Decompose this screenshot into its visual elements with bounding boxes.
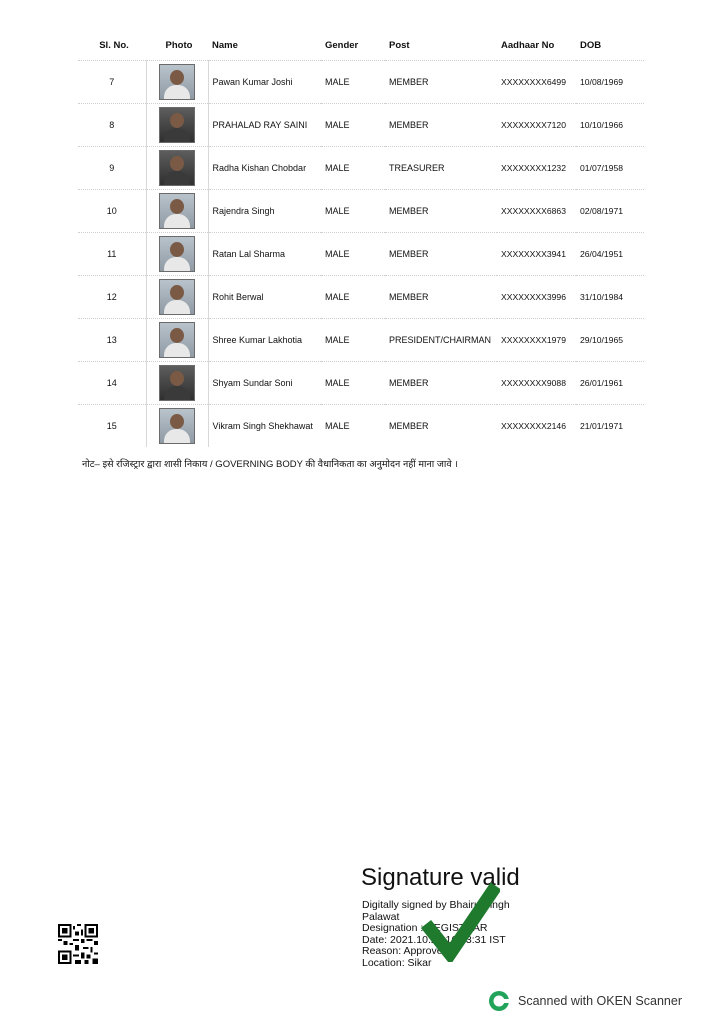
person-photo-icon (159, 236, 195, 272)
person-photo-icon (159, 408, 195, 444)
name-cell: Shree Kumar Lakhotia (208, 319, 321, 362)
table-row (78, 147, 644, 190)
signature-line: Designation : REGISTRAR (362, 922, 488, 934)
aadhaar-cell: XXXXXXXX7120 (497, 104, 576, 147)
signature-line: Palawat (362, 910, 400, 923)
post-cell: MEMBER (385, 104, 497, 147)
table-row (78, 276, 644, 319)
aadhaar-cell: XXXXXXXX1979 (497, 319, 576, 362)
sl-no-cell: 15 (78, 405, 146, 448)
governing-body-note: नोट– इसे रजिस्ट्रार द्वारा शासी निकाय / GOVERNING BODY की वैधानिकता का अनुमोदन नहीं माना जावे । (82, 459, 458, 470)
aadhaar-cell: XXXXXXXX3941 (497, 233, 576, 276)
photo-cell (146, 147, 208, 190)
table-row (78, 190, 644, 233)
person-photo-icon (159, 365, 195, 401)
photo-cell (146, 233, 208, 276)
photo-cell (146, 190, 208, 233)
photo-cell (146, 362, 208, 405)
dob-cell: 10/10/1966 (576, 104, 644, 147)
signature-line: Date: 2021.10.26 16:23:31 IST (362, 933, 506, 946)
table-row (78, 362, 644, 405)
person-photo-icon (159, 107, 195, 143)
table-row (78, 233, 644, 276)
name-cell: Rajendra Singh (208, 190, 321, 233)
table-row (78, 104, 644, 147)
table-header-row (78, 34, 644, 61)
sl-no-cell: 7 (78, 61, 146, 104)
post-cell: MEMBER (385, 190, 497, 233)
sl-no-cell: 8 (78, 104, 146, 147)
gender-cell: MALE (321, 147, 385, 190)
post-cell: MEMBER (385, 61, 497, 104)
aadhaar-cell: XXXXXXXX3996 (497, 276, 576, 319)
sl-no-cell: 13 (78, 319, 146, 362)
sl-no-cell: 10 (78, 190, 146, 233)
gender-cell: MALE (321, 276, 385, 319)
post-cell: MEMBER (385, 362, 497, 405)
aadhaar-cell: XXXXXXXX6499 (497, 61, 576, 104)
oken-scanner-logo-icon (488, 990, 510, 1012)
post-cell: PRESIDENT/CHAIRMAN (385, 319, 497, 362)
name-cell: Ratan Lal Sharma (208, 233, 321, 276)
photo-cell (146, 61, 208, 104)
header-gender: Gender (325, 39, 359, 51)
photo-cell (146, 276, 208, 319)
aadhaar-cell: XXXXXXXX9088 (497, 362, 576, 405)
aadhaar-cell: XXXXXXXX2146 (497, 405, 576, 448)
gender-cell: MALE (321, 405, 385, 448)
name-cell: PRAHALAD RAY SAINI (208, 104, 321, 147)
dob-cell: 26/04/1951 (576, 233, 644, 276)
post-cell: MEMBER (385, 405, 497, 448)
scanner-watermark (488, 990, 682, 1012)
members-table-container (78, 34, 644, 447)
scanner-text: Scanned with OKEN Scanner (518, 994, 682, 1008)
name-cell: Vikram Singh Shekhawat (208, 405, 321, 448)
name-cell: Radha Kishan Chobdar (208, 147, 321, 190)
photo-cell (146, 405, 208, 448)
name-cell: Rohit Berwal (208, 276, 321, 319)
checkmark-icon (420, 880, 500, 962)
table-row (78, 319, 644, 362)
header-photo: Photo (165, 39, 193, 51)
signature-line: Digitally signed by Bhairu Singh (362, 899, 510, 911)
post-cell: MEMBER (385, 276, 497, 319)
dob-cell: 26/01/1961 (576, 362, 644, 405)
gender-cell: MALE (321, 190, 385, 233)
person-photo-icon (159, 279, 195, 315)
header-post: Post (389, 39, 410, 51)
signature-line: Reason: Approved (362, 945, 449, 957)
photo-cell (146, 104, 208, 147)
gender-cell: MALE (321, 104, 385, 147)
gender-cell: MALE (321, 319, 385, 362)
members-table (78, 34, 644, 447)
sl-no-cell: 9 (78, 147, 146, 190)
aadhaar-cell: XXXXXXXX6863 (497, 190, 576, 233)
sl-no-cell: 11 (78, 233, 146, 276)
table-row (78, 405, 644, 448)
dob-cell: 31/10/1984 (576, 276, 644, 319)
gender-cell: MALE (321, 233, 385, 276)
table-row (78, 61, 644, 104)
aadhaar-cell: XXXXXXXX1232 (497, 147, 576, 190)
person-photo-icon (159, 322, 195, 358)
header-sl-no: Sl. No. (99, 39, 129, 51)
qr-code-icon (58, 924, 98, 964)
photo-cell (146, 319, 208, 362)
post-cell: TREASURER (385, 147, 497, 190)
person-photo-icon (159, 64, 195, 100)
header-dob: DOB (580, 39, 602, 51)
header-aadhaar: Aadhaar No (501, 39, 555, 51)
dob-cell: 01/07/1958 (576, 147, 644, 190)
dob-cell: 10/08/1969 (576, 61, 644, 104)
name-cell: Pawan Kumar Joshi (208, 61, 321, 104)
name-cell: Shyam Sundar Soni (208, 362, 321, 405)
sl-no-cell: 12 (78, 276, 146, 319)
person-photo-icon (159, 150, 195, 186)
dob-cell: 29/10/1965 (576, 319, 644, 362)
signature-valid-title: Signature valid (361, 864, 520, 891)
dob-cell: 21/01/1971 (576, 405, 644, 448)
signature-line: Location: Sikar (362, 956, 432, 969)
person-photo-icon (159, 193, 195, 229)
gender-cell: MALE (321, 362, 385, 405)
header-name: Name (212, 39, 238, 51)
post-cell: MEMBER (385, 233, 497, 276)
sl-no-cell: 14 (78, 362, 146, 405)
dob-cell: 02/08/1971 (576, 190, 644, 233)
gender-cell: MALE (321, 61, 385, 104)
